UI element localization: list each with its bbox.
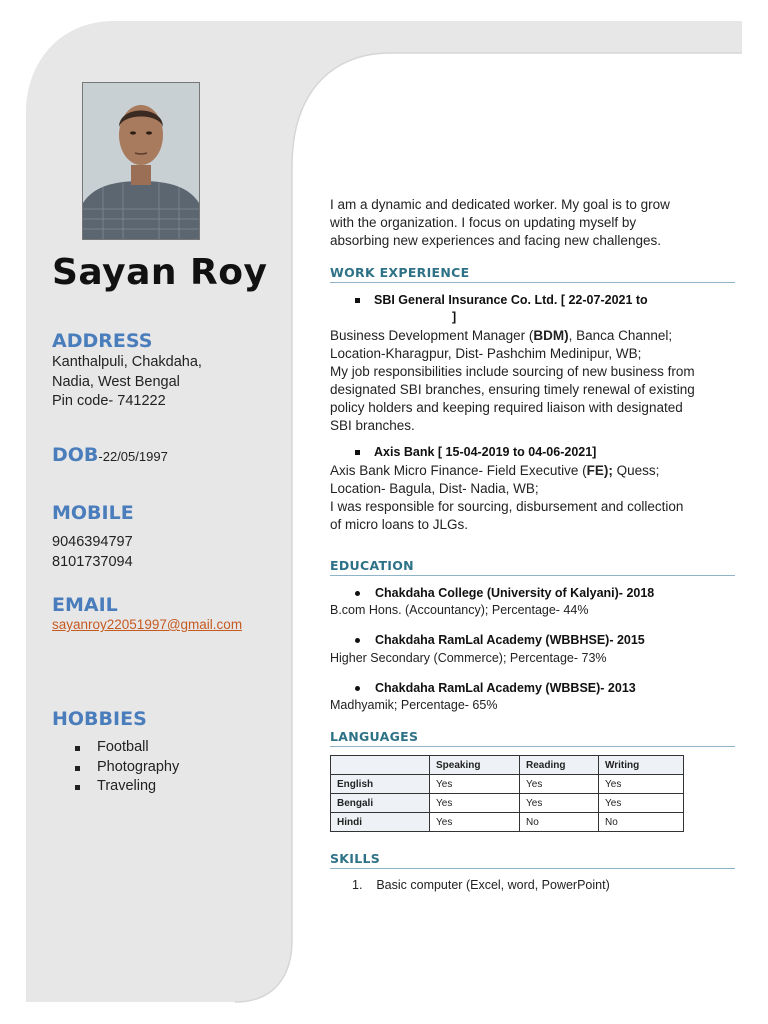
hobby-item: Photography <box>75 758 179 778</box>
hobby-item: Traveling <box>75 777 179 797</box>
mobile-number: 8101737094 <box>52 553 133 570</box>
table-row <box>331 813 684 832</box>
education-item-detail: Higher Secondary (Commerce); Percentage- 73% <box>330 651 607 665</box>
table-header-cell: Reading <box>520 756 599 775</box>
table-cell: No <box>520 813 599 832</box>
table-cell: Yes <box>430 775 520 794</box>
address-line: Kanthalpuli, Chakdaha, <box>52 354 202 370</box>
summary-line: with the organization. I focus on updating myself by <box>330 215 637 230</box>
job-line: Location- Bagula, Dist- Nadia, WB; <box>330 481 539 496</box>
table-cell: Yes <box>520 775 599 794</box>
address-line: Nadia, West Bengal <box>52 373 180 390</box>
education-title-text: Chakdaha College (University of Kalyani)- 2018 <box>375 586 655 600</box>
profile-photo <box>82 82 200 240</box>
dob-label: DOB <box>52 444 99 466</box>
person-photo-icon <box>83 83 199 239</box>
email-link[interactable]: sayanroy22051997@gmail.com <box>52 617 243 632</box>
job-title-axis <box>355 445 596 459</box>
education-item-title <box>355 633 645 647</box>
dob-row <box>52 444 168 466</box>
job-role-line <box>330 327 735 345</box>
address-block <box>52 353 202 412</box>
table-cell: Yes <box>430 794 520 813</box>
square-bullet-icon <box>355 450 360 455</box>
person-name: Sayan Roy <box>52 252 268 293</box>
table-row-header: Bengali <box>331 794 430 813</box>
table-header-cell: Writing <box>599 756 684 775</box>
hobbies-list <box>75 738 179 797</box>
square-bullet-icon <box>355 298 360 303</box>
table-cell: No <box>599 813 684 832</box>
role-text: Quess; <box>612 463 660 478</box>
education-item-title <box>355 681 636 695</box>
job-details-sbi <box>330 327 735 435</box>
job-line: of micro loans to JLGs. <box>330 517 469 532</box>
table-row-header: English <box>331 775 430 794</box>
table-header-row <box>331 756 684 775</box>
summary-paragraph <box>330 196 735 250</box>
education-item-detail: B.com Hons. (Accountancy); Percentage- 44% <box>330 603 589 617</box>
job-line: I was responsible for sourcing, disbursement and collection <box>330 499 684 514</box>
table-header-cell: Speaking <box>430 756 520 775</box>
job-title-sbi-end: ] <box>452 310 457 324</box>
skill-text: Basic computer (Excel, word, PowerPoint) <box>376 878 610 892</box>
hobby-item: Football <box>75 738 179 758</box>
table-row-header: Hindi <box>331 813 430 832</box>
skill-item <box>352 878 610 892</box>
skills-heading: SKILLS <box>330 851 735 869</box>
summary-line: I am a dynamic and dedicated worker. My goal is to grow <box>330 197 670 212</box>
job-role-line <box>330 462 735 480</box>
table-header-cell <box>331 756 430 775</box>
round-bullet-icon <box>355 638 360 643</box>
job-title-text: SBI General Insurance Co. Ltd. [ 22-07-2021 to <box>374 293 648 307</box>
role-abbrev: FE); <box>586 463 613 478</box>
job-details-axis <box>330 462 735 534</box>
job-line: My job responsibilities include sourcing of new business from <box>330 364 695 379</box>
role-text: Business Development Manager ( <box>330 328 534 343</box>
job-line: policy holders and keeping required liaison with designated <box>330 400 683 415</box>
mobile-block <box>52 533 133 572</box>
education-item-detail: Madhyamik; Percentage- 65% <box>330 698 498 712</box>
education-title-text: Chakdaha RamLal Academy (WBBSE)- 2013 <box>375 681 636 695</box>
job-line: Location-Kharagpur, Dist- Pashchim Medinipur, WB; <box>330 346 642 361</box>
job-title-sbi <box>355 293 648 307</box>
languages-heading: LANGUAGES <box>330 729 735 747</box>
skill-number: 1. <box>352 878 377 892</box>
table-cell: Yes <box>599 794 684 813</box>
dob-value: -22/05/1997 <box>98 449 168 464</box>
address-line: Pin code- 741222 <box>52 393 166 409</box>
address-heading: ADDRESS <box>52 330 153 352</box>
round-bullet-icon <box>355 686 360 691</box>
languages-table <box>330 755 684 832</box>
email-heading: EMAIL <box>52 594 118 616</box>
mobile-number: 9046394797 <box>52 534 133 550</box>
table-cell: Yes <box>520 794 599 813</box>
table-cell: Yes <box>430 813 520 832</box>
mobile-heading: MOBILE <box>52 502 134 524</box>
work-experience-heading: WORK EXPERIENCE <box>330 265 735 283</box>
education-title-text: Chakdaha RamLal Academy (WBBHSE)- 2015 <box>375 633 645 647</box>
table-row <box>331 775 684 794</box>
hobbies-heading: HOBBIES <box>52 708 147 730</box>
round-bullet-icon <box>355 591 360 596</box>
table-cell: Yes <box>599 775 684 794</box>
role-text: , Banca Channel; <box>568 328 673 343</box>
table-row <box>331 794 684 813</box>
job-line: SBI branches. <box>330 418 415 433</box>
education-item-title <box>355 586 654 600</box>
role-text: Axis Bank Micro Finance- Field Executive ( <box>330 463 587 478</box>
job-title-text: Axis Bank [ 15-04-2019 to 04-06-2021] <box>374 445 597 459</box>
role-abbrev: BDM) <box>533 328 569 343</box>
summary-line: absorbing new experiences and facing new challenges. <box>330 233 661 248</box>
education-heading: EDUCATION <box>330 558 735 576</box>
job-line: designated SBI branches, ensuring timely renewal of existing <box>330 382 695 397</box>
